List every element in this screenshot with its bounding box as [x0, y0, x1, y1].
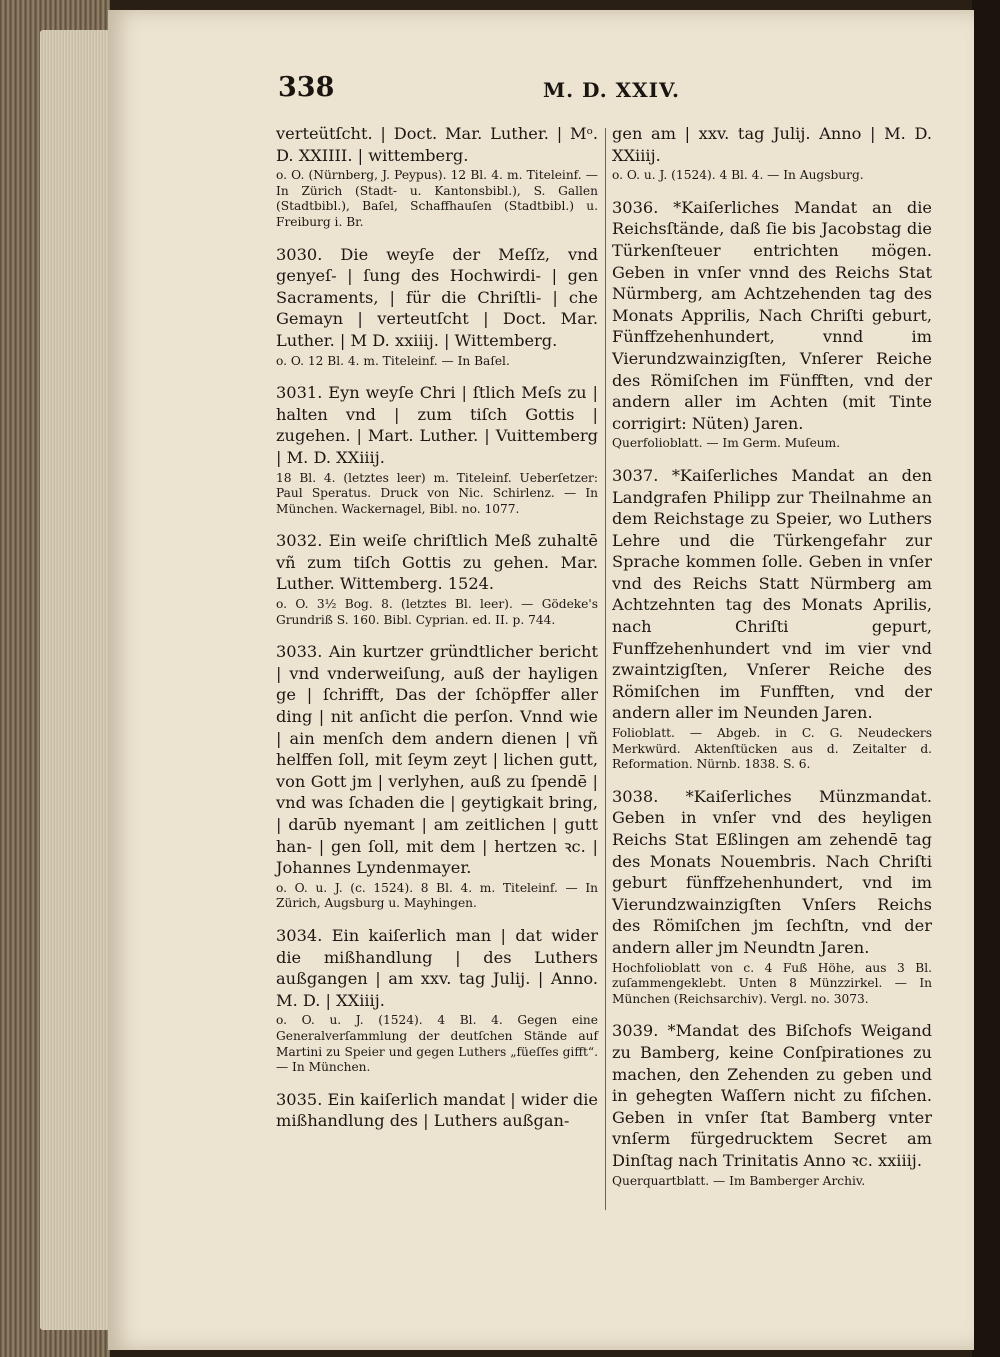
entry-text: verteütſcht. | Doct. Mar. Luther. | Mᵒ. D. XXIIII. | wittemberg. [276, 124, 598, 165]
entry-text: gen am | xxv. tag Julij. Anno | M. D. XXiiij. [612, 124, 932, 165]
right-margin-shadow [972, 0, 1000, 1357]
entry-3031 [276, 382, 598, 517]
entry-text: 3033. Ain kurtzer gründtlicher bericht | vnd vnderweiſung, auß der hayligen ge | ſchrifft, Das der ſchöpffer aller ding | nit anſicht die perſon. Vnnd wie | ain menſch dem andern dienen | vñ helffen ſoll, mit ſeym zeyt | lichen gutt, von Gott jm | verlyhen, auß zu ſpendē | vnd was ſchaden die | geytigkait bring, | darūb nyemant | am zeitlichen | gutt han- | gen ſoll, mit dem | hertzen ꝛc. | Johannes Lyndenmayer. [276, 642, 598, 878]
stacked-page-edges [40, 30, 110, 1330]
running-head: M. D. XXIV. [543, 78, 680, 102]
entry-note: Hochfolioblatt von c. 4 Fuß Höhe, aus 3 Bl. zuſammengeklebt. Unten 8 Münzzirkel. — In München (Reichsarchiv). Vergl. no. 3073. [612, 960, 932, 1006]
entry-note: o. O. 3½ Bog. 8. (letztes Bl. leer). — Gödeke's Grundriß S. 160. Bibl. Cyprian. ed. II. p. 744. [276, 597, 598, 627]
entry-text: 3039. *Mandat des Biſchofs Weigand zu Bamberg, keine Conſpirationes zu machen, den Zehenden zu geben und in gehegten Waſſern nicht zu fiſchen. Geben in vnſer ſtat Bamberg vnter vnſerm fürgedrucktem Secret am Dinſtag nach Trinitatis Anno ꝛc. xxiiij. [612, 1021, 932, 1170]
entry-note: o. O. u. J. (1524). 4 Bl. 4. — In Augsburg. [612, 168, 864, 183]
entry-text: 3038. *Kaiſerliches Münzmandat. Geben in vnſer vnd des heyligen Reichs Stat Eßlingen am zehendē tag des Monats Nouembris. Nach Chriſti geburt fünffzehenhundert, vnd im Vierundzwainzigſten Vnſers Reichs des Römiſchen jm ſechſtn, vnd der andern aller jm Neundtn Jaren. [612, 786, 932, 957]
entry-note: o. O. u. J. (1524). 4 Bl. 4. Gegen eine Generalverſammlung der deutſchen Stände auf Martini zu Speier und gegen Luthers „füeſſes gifft“. — In München. [276, 1013, 598, 1075]
entry-text: 3036. *Kaiſerliches Mandat an die Reichsſtände, daß ſie bis Jacobstag die Türkenſteuer entrichten mögen. Geben in vnſer vnnd des Reichs Stat Nürmberg, am Achtzehenden tag des Monats Apprilis, Nach Chriſti geburt, Fünffzehenhundert, vnnd im Vierundzwainzigſten, Vnſerer Reiche des Römiſchen im Fünfften, vnd der andern aller im Achten (mit Tinte corrigirt: Nüten) Jaren. [612, 197, 932, 433]
page-header [278, 72, 680, 112]
entry-text: 3037. *Kaiſerliches Mandat an den Landgrafen Philipp zur Theilnahme an dem Reichstage zu Speier, wo Luthers Lehre und die Türkengefahr zur Sprache kommen ſolle. Geben in vnſer vnd des Reichs Statt Nürmberg am Achtzehnten tag des Monats Aprilis, nach Chriſti gepurt, Funffzehenhundert vnd im vier vnd zwaintzigſten, Vnſerer Reiche des Römiſchen im Funfften, vnd der andern aller im Neunden Jaren. [612, 465, 932, 723]
entry-3038 [612, 786, 932, 1008]
entry-text: 3030. Die weyſe der Meſſz, vnd genyeſ- | ſung des Hochwirdi- | gen Sacraments, | für die Chriſtli- | che Gemayn | verteutſcht | Doct. Mar. Luther. | M D. xxiiij. | Wittemberg. [276, 244, 598, 350]
entry-text: 3035. Ein kaiſerlich mandat | wider die mißhandlung des | Luthers außgan- [276, 1089, 598, 1131]
entry-3030 [276, 244, 598, 370]
entry-3037 [612, 465, 932, 773]
entry-text: 3032. Ein weiſe chriſtlich Meß zuhaltē vñ zum tiſch Gottis zu gehen. Mar. Luther. Wittemberg. 1524. [276, 531, 598, 594]
entry-3033 [276, 641, 598, 912]
entry-text: 3031. Eyn weyſe Chri | ſtlich Meſs zu | halten vnd | zum tiſch Gottis | zugehen. | Mart. Luther. | Vuittemberg | M. D. XXiiij. [276, 383, 598, 467]
entry-3034 [276, 925, 598, 1076]
entry-note: Querquartblatt. — Im Bamberger Archiv. [612, 1173, 866, 1188]
page-number: 338 [278, 72, 335, 103]
entry-note: o. O. 12 Bl. 4. m. Titeleinf. — In Baſel. [276, 353, 510, 368]
left-column [276, 123, 598, 1132]
entry-continuation [276, 123, 598, 231]
entry-note: o. O. (Nürnberg, J. Peypus). 12 Bl. 4. m. Titeleinf. — In Zürich (Stadt- u. Kantonsbibl.), S. Gallen (Stadtbibl.), Baſel, Schaffhauſen (Stadtbibl.) u. Freiburg i. Br. [276, 168, 598, 229]
entry-note: Folioblatt. — Abgeb. in C. G. Neudeckers Merkwürd. Aktenſtücken aus d. Zeitalter d. Reformation. Nürnb. 1838. S. 6. [612, 726, 932, 772]
right-column [612, 123, 932, 1189]
entry-3035-continuation [612, 123, 932, 184]
entry-note: 18 Bl. 4. (letztes leer) m. Titeleinf. Ueberſetzer: Paul Speratus. Druck von Nic. Schirlenz. — In München. Wackernagel, Bibl. no. 1077. [276, 470, 598, 516]
entry-text: 3034. Ein kaiſerlich man | dat wider die mißhandlung | des Luthers außgangen | am xxv. tag Julij. | Anno. M. D. | XXiiij. [276, 925, 598, 1010]
entry-note: Querfolioblatt. — Im Germ. Muſeum. [612, 436, 841, 451]
entry-3039 [612, 1020, 932, 1189]
entry-3032 [276, 530, 598, 628]
entry-3035 [276, 1089, 598, 1132]
entry-3036 [612, 197, 932, 452]
column-divider [605, 128, 606, 1210]
entry-note: o. O. u. J. (c. 1524). 8 Bl. 4. m. Titeleinf. — In Zürich, Augsburg u. Mayhingen. [276, 880, 598, 911]
